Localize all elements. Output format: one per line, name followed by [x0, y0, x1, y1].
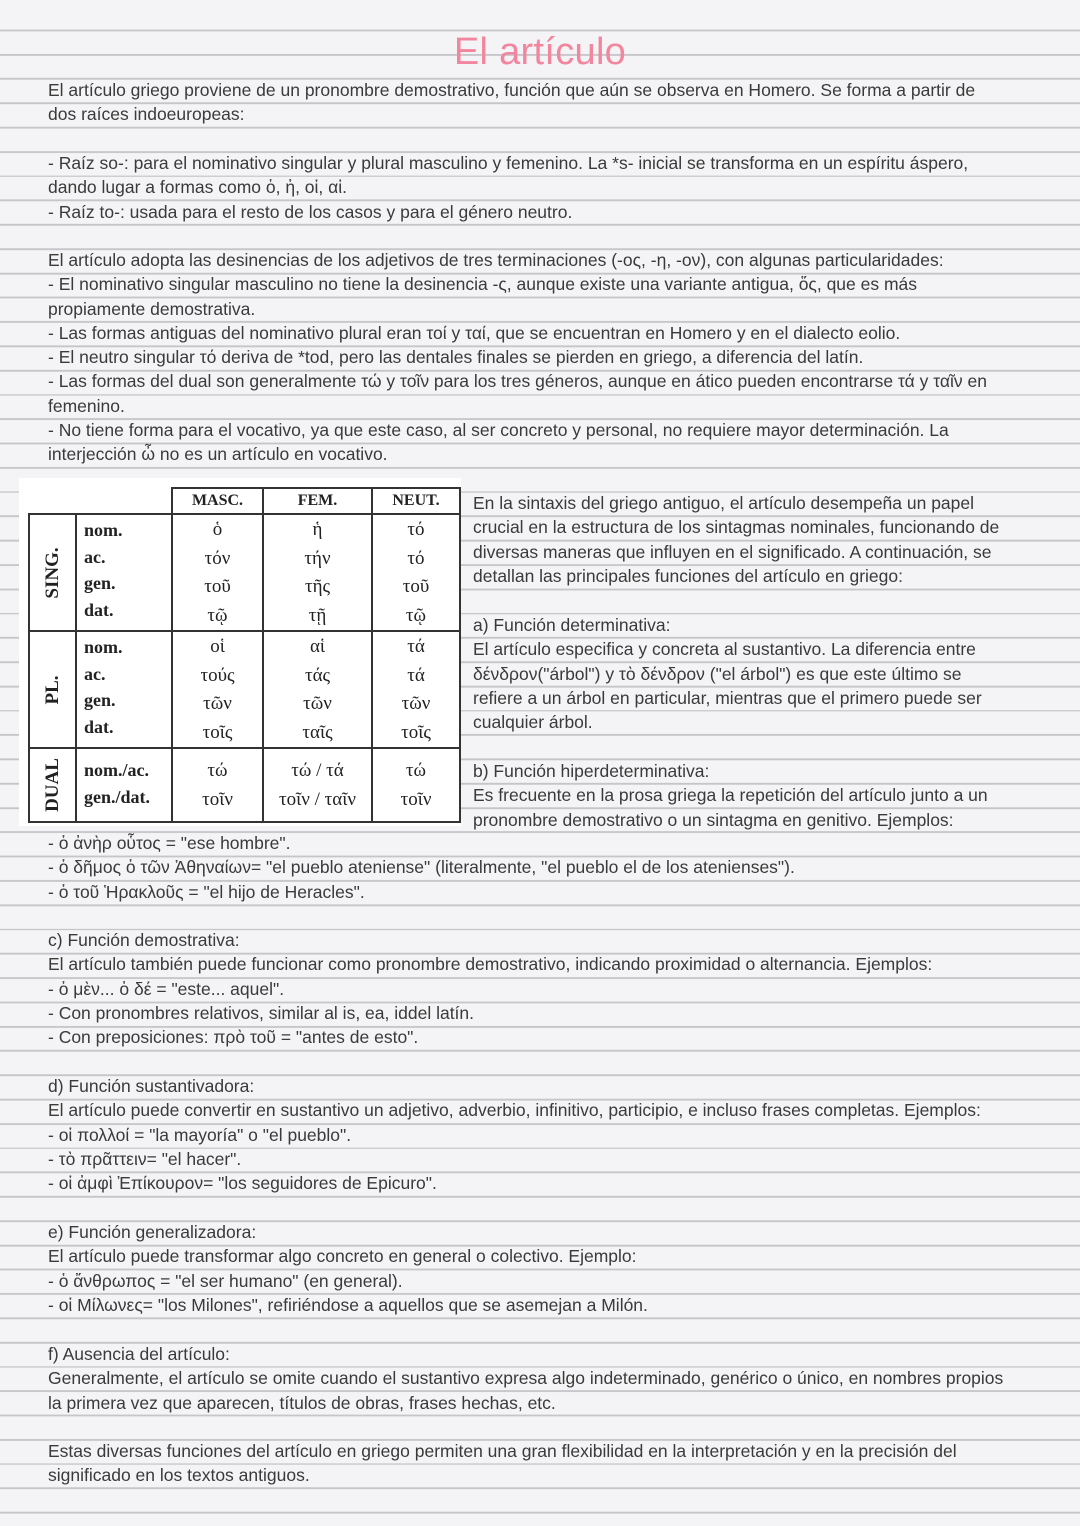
plural-neut: τά τά τῶν τοῖς: [372, 631, 460, 748]
page-title: El artículo: [453, 31, 627, 73]
singular-masc: ὁ τόν τοῦ τῷ: [172, 514, 263, 631]
header-masc: MASC.: [172, 488, 263, 514]
group-plural: [29, 631, 76, 748]
section-substantivizing: d) Función sustantivadora: El artículo puede convertir en sustantivo un adjetivo, adverbio, infinitivo, participio, e incluso frases completas. Ejemplos: - οἱ πολλοί = "la mayoría" o "el pueblo". - τὸ πρᾶττειν= "el hacer". - οἱ ἀμφὶ Ἐπίκουρον= "los seguidores de Epicuro".: [48, 1076, 981, 1194]
group-singular: [29, 514, 76, 631]
table-corner: [29, 488, 172, 514]
declension-table: [28, 487, 461, 823]
intro-paragraph-endings: El artículo adopta las desinencias de los adjetivos de tres terminaciones (-ος, -η, -ον), con algunas particularidades: - El nominativo singular masculino no tiene la desinencia -ς, aunque existe una variante antigua, ὅς, que es más propiamente demostrativa. - Las formas antiguas del nominativo plural eran τοί y ταί, que se encuentran en Homero y en el dialecto eolio. - El neutro singular τό deriva de *tod, pero las dentales finales se pierden en griego, a diferencia del latín. - Las formas del dual son generalmente τώ y τοῖν para los tres géneros, aunque en ático pueden encontrarse τά y ταῖν en femenino. - No tiene forma para el vocativo, ya que este caso, al ser concreto y personal, no requiere mayor determinación. La interjección ὦ no es un artículo en vocativo.: [48, 250, 988, 465]
article-declension-table: [19, 478, 461, 826]
section-determinative: a) Función determinativa: El artículo especifica y concreta al sustantivo. La diferencia entre δένδρον("árbol") y τὸ δένδρον ("el árbol") es que este último se refiere a un árbol en particular, mientras que el primero puede ser cualquier árbol.: [473, 615, 982, 733]
intro-paragraph-origin: El artículo griego proviene de un pronombre demostrativo, función que aún se observa en Homero. Se forma a partir de dos raíces indoeuropeas:: [48, 80, 976, 125]
syntax-intro-paragraph: En la sintaxis del griego antiguo, el artículo desempeña un papel crucial en la estructura de los sintagmas nominales, funcionando de diversas maneras que influyen en el significado. A continuación, se detallan las principales funciones del artículo en griego:: [473, 493, 1000, 586]
section-generalizing: e) Función generalizadora: El artículo puede transformar algo concreto en general o colectivo. Ejemplo: - ὁ ἄνθρωπος = "el ser humano" (en general). - οἱ Μίλωνες= "los Milones", refiriéndose a aquellos que se asemejan a Milón.: [48, 1222, 648, 1315]
plural-fem: αἱ τάς τῶν ταῖς: [263, 631, 372, 748]
group-label-plural: PL.: [41, 674, 63, 705]
singular-fem: ἡ τήν τῆς τῇ: [263, 514, 372, 631]
cases-dual: nom./ac. gen./dat.: [76, 748, 172, 822]
conclusion-paragraph: Estas diversas funciones del artículo en griego permiten una gran flexibilidad en la interpretación y en la precisión del significado en los textos antiguos.: [48, 1441, 957, 1486]
group-label-singular: SING.: [41, 546, 63, 599]
section-demonstrative: c) Función demostrativa: El artículo también puede funcionar como pronombre demostrativo, indicando proximidad o alternancia. Ejemplos: - ὁ μὲν... ὁ δέ = "este... aquel". - Con pronombres relativos, similar al is, ea, iddel latín. - Con preposiciones: πρὸ τοῦ = "antes de esto".: [48, 930, 933, 1048]
header-fem: FEM.: [263, 488, 372, 514]
group-dual: [29, 748, 76, 822]
section-hyperdeterminative: b) Función hiperdeterminativa: Es frecuente en la prosa griega la repetición del artículo junto a un pronombre demostrativo o un sintagma en genitivo. Ejemplos:: [473, 761, 988, 830]
dual-masc: τώ τοῖν: [172, 748, 263, 822]
intro-paragraph-roots: - Raíz so-: para el nominativo singular y plural masculino y femenino. La *s- inicial se transforma en un espíritu áspero, dando lugar a formas como ὁ, ἡ, οἱ, αἱ. - Raíz to-: usada para el resto de los casos y para el género neutro.: [48, 153, 969, 222]
hyperdeterminative-examples: - ὁ ἀνὴρ οὗτος = "ese hombre". - ὁ δῆμος ὁ τῶν Ἀθηναίων= "el pueblo ateniense" (literalmente, "el pueblo el de los atenienses"). - ὁ τοῦ Ἡρακλοῦς = "el hijo de Heracles".: [48, 833, 795, 902]
cases-plural: nom. ac. gen. dat.: [76, 631, 172, 748]
dual-neut: τώ τοῖν: [372, 748, 460, 822]
singular-neut: τό τό τοῦ τῷ: [372, 514, 460, 631]
plural-masc: οἱ τούς τῶν τοῖς: [172, 631, 263, 748]
header-neut: NEUT.: [372, 488, 460, 514]
group-label-dual: DUAL: [41, 758, 63, 812]
dual-fem: τώ / τά τοῖν / ταῖν: [263, 748, 372, 822]
section-absence: f) Ausencia del artículo: Generalmente, el artículo se omite cuando el sustantivo expresa algo indeterminado, genérico o único, en nombres propios la primera vez que aparecen, títulos de obras, frases hechas, etc.: [48, 1344, 1004, 1413]
cases-singular: nom. ac. gen. dat.: [76, 514, 172, 631]
